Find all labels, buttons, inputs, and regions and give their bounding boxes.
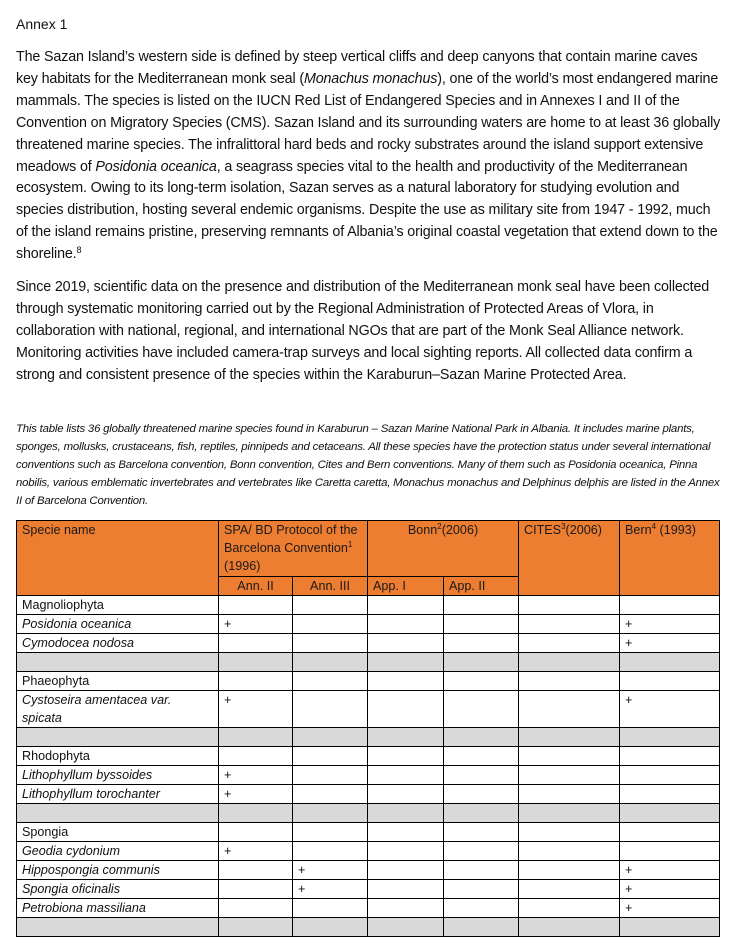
protection-mark-app1	[368, 861, 444, 880]
separator-cell	[519, 728, 620, 747]
protection-mark-ann3	[293, 615, 368, 634]
protection-mark-bern	[620, 596, 720, 615]
paragraph-monitoring: Since 2019, scientific data on the presence and distribution of the Mediterranean monk seal have been collected through systematic monitoring carried out by the Regional Administration of Protected Areas of Vlora, in collaboration with national, regional, and international NGOs that are part of the Monk Seal Alliance network. Monitoring activities have included camera-trap surveys and local sighting reports. All collected data confirm a strong and consistent presence of the species within the Karaburun–Sazan Marine Protected Area.	[16, 279, 710, 383]
header-bern: Bern$^4$ (1993)	[620, 521, 720, 596]
p1-text-b: ), one of the world’s most endangered marine mammals. The species is listed on the IUCN Red List of Endangered Species and in Annexes I and II of the Convention on Migratory Species (CMS). Sazan Island and its surrounding waters are home to at least 36 globally threatened marine species. The infralittoral hard beds and rocky substrates around the island support extensive meadows of	[16, 70, 721, 175]
protection-mark-ann3	[293, 842, 368, 861]
protection-mark-app1	[368, 766, 444, 785]
taxon-group-name: Magnoliophyta	[17, 596, 219, 615]
species-name: Lithophyllum torochanter	[17, 785, 219, 804]
protection-mark-app1	[368, 747, 444, 766]
protection-mark-ann3	[293, 634, 368, 653]
protection-mark-ann2	[219, 747, 293, 766]
protection-mark-cites	[519, 861, 620, 880]
separator-cell	[444, 653, 519, 672]
group-separator-row	[17, 728, 720, 747]
protection-mark-bern: +	[620, 880, 720, 899]
protection-mark-app2	[444, 766, 519, 785]
species-name: Spongia oficinalis	[17, 880, 219, 899]
protection-mark-ann3	[293, 747, 368, 766]
species-name-italic: Posidonia oceanica	[95, 158, 217, 175]
paragraph-sazan-description	[16, 47, 721, 266]
species-name: Cymodocea nodosa	[17, 634, 219, 653]
species-row	[17, 766, 720, 785]
species-name: Geodia cydonium	[17, 842, 219, 861]
protection-mark-app2	[444, 842, 519, 861]
protection-mark-app2	[444, 596, 519, 615]
header-spa-bd-protocol: SPA/ BD Protocol of the Barcelona Convention$^1$ (1996)	[219, 521, 368, 577]
taxon-group-row	[17, 672, 720, 691]
header-bonn: Bonn$^2$(2006)	[368, 521, 519, 577]
protection-mark-app2	[444, 899, 519, 918]
protection-mark-app2	[444, 861, 519, 880]
protection-mark-cites	[519, 634, 620, 653]
protection-mark-ann2: +	[219, 785, 293, 804]
group-separator-row	[17, 653, 720, 672]
separator-cell	[17, 918, 219, 937]
separator-cell	[368, 728, 444, 747]
p1-text-c: , a seagrass species vital to the health and productivity of the Mediterranean ecosystem. Owing to its long-term isolation, Sazan serves as a natural laboratory for studying evolution and species distribution, hosting several endemic organisms. Despite the use as military site from 1947 - 1992, much of the island remains pristine, preserving remnants of Albania’s original coastal vegetation that extend down to the shoreline.	[16, 158, 718, 263]
species-row	[17, 880, 720, 899]
separator-cell	[368, 804, 444, 823]
separator-cell	[519, 918, 620, 937]
protection-mark-ann3	[293, 823, 368, 842]
separator-cell	[519, 804, 620, 823]
species-name: Hippospongia communis	[17, 861, 219, 880]
protection-mark-ann3	[293, 785, 368, 804]
separator-cell	[620, 653, 720, 672]
protection-mark-app1	[368, 842, 444, 861]
protection-mark-ann2: +	[219, 766, 293, 785]
taxon-group-row	[17, 596, 720, 615]
protection-mark-ann2	[219, 880, 293, 899]
separator-cell	[368, 918, 444, 937]
species-name: Cystoseira amentacea var. spicata	[17, 691, 219, 728]
protection-mark-ann3: +	[293, 861, 368, 880]
protection-mark-app2	[444, 634, 519, 653]
protection-mark-cites	[519, 899, 620, 918]
taxon-group-name: Spongia	[17, 823, 219, 842]
taxon-group-name: Rhodophyta	[17, 747, 219, 766]
protection-mark-app2	[444, 747, 519, 766]
separator-cell	[444, 728, 519, 747]
protection-mark-app2	[444, 672, 519, 691]
species-row	[17, 615, 720, 634]
protection-mark-bern: +	[620, 899, 720, 918]
separator-cell	[17, 653, 219, 672]
header-app-ii: App. II	[444, 577, 519, 596]
species-row	[17, 899, 720, 918]
protection-mark-bern: +	[620, 615, 720, 634]
taxon-group-row	[17, 747, 720, 766]
protection-mark-bern	[620, 766, 720, 785]
separator-cell	[219, 804, 293, 823]
taxon-group-row	[17, 823, 720, 842]
table-caption: This table lists 36 globally threatened marine species found in Karaburun – Sazan Marine National Park in Albania. It includes marine plants, sponges, mollusks, crustaceans, fish, reptiles, pinnipeds and cetaceans. All these species have the protection status under several international conventions such as Barcelona convention, Bonn convention, Cites and Bern conventions. Many of them such as Posidonia oceanica, Pinna nobilis, various emblematic invertebrates and vertebrates like Caretta caretta, Monachus monachus and Delphinus delphis are listed in the Annex II of Barcelona Convention.	[16, 423, 720, 507]
separator-cell	[293, 804, 368, 823]
separator-cell	[444, 804, 519, 823]
protection-mark-app1	[368, 691, 444, 728]
separator-cell	[519, 653, 620, 672]
protection-mark-cites	[519, 785, 620, 804]
separator-cell	[620, 804, 720, 823]
p1-text-a: The Sazan Island’s western side is defined by steep vertical cliffs and deep canyons that contain marine caves key habitats for the Mediterranean monk seal (	[16, 49, 698, 87]
species-row	[17, 691, 720, 728]
protection-mark-app1	[368, 899, 444, 918]
separator-cell	[293, 728, 368, 747]
header-species-name: Specie name	[17, 521, 219, 596]
protection-mark-app1	[368, 880, 444, 899]
protection-mark-ann3	[293, 899, 368, 918]
header-ann-iii: Ann. III	[293, 577, 368, 596]
protection-mark-ann2: +	[219, 691, 293, 728]
protection-mark-bern: +	[620, 634, 720, 653]
separator-cell	[17, 804, 219, 823]
protection-mark-app2	[444, 785, 519, 804]
protection-mark-app1	[368, 823, 444, 842]
protection-mark-ann3	[293, 766, 368, 785]
protection-mark-bern	[620, 823, 720, 842]
species-name: Lithophyllum byssoides	[17, 766, 219, 785]
species-name-italic: Monachus monachus	[303, 70, 438, 87]
protection-mark-ann2: +	[219, 615, 293, 634]
protection-mark-cites	[519, 596, 620, 615]
separator-cell	[293, 918, 368, 937]
table-body	[17, 596, 720, 937]
separator-cell	[219, 728, 293, 747]
protection-mark-cites	[519, 766, 620, 785]
protection-mark-cites	[519, 747, 620, 766]
separator-cell	[219, 918, 293, 937]
protection-mark-ann2	[219, 672, 293, 691]
group-separator-row	[17, 804, 720, 823]
species-row	[17, 785, 720, 804]
protection-mark-cites	[519, 615, 620, 634]
group-separator-row	[17, 918, 720, 937]
header-cites: CITES$^3$(2006)	[519, 521, 620, 596]
protection-mark-cites	[519, 691, 620, 728]
species-row	[17, 634, 720, 653]
protection-mark-app1	[368, 615, 444, 634]
separator-cell	[293, 653, 368, 672]
protection-mark-ann2	[219, 899, 293, 918]
separator-cell	[219, 653, 293, 672]
protection-mark-ann2: +	[219, 842, 293, 861]
separator-cell	[17, 728, 219, 747]
separator-cell	[368, 653, 444, 672]
protection-mark-app2	[444, 880, 519, 899]
protection-mark-bern	[620, 785, 720, 804]
protection-mark-cites	[519, 823, 620, 842]
separator-cell	[444, 918, 519, 937]
protection-mark-app1	[368, 785, 444, 804]
protection-mark-app2	[444, 691, 519, 728]
protection-mark-ann3: +	[293, 880, 368, 899]
header-ann-ii: Ann. II	[219, 577, 293, 596]
species-name: Petrobiona massiliana	[17, 899, 219, 918]
protection-mark-cites	[519, 672, 620, 691]
protection-mark-ann2	[219, 634, 293, 653]
protection-mark-ann3	[293, 691, 368, 728]
protection-mark-app1	[368, 596, 444, 615]
protection-mark-bern	[620, 747, 720, 766]
species-name: Posidonia oceanica	[17, 615, 219, 634]
species-row	[17, 842, 720, 861]
separator-cell	[620, 728, 720, 747]
protection-mark-bern	[620, 842, 720, 861]
separator-cell	[620, 918, 720, 937]
annex-title: Annex 1	[16, 16, 68, 32]
protection-mark-app1	[368, 672, 444, 691]
taxon-group-name: Phaeophyta	[17, 672, 219, 691]
protection-mark-bern: +	[620, 861, 720, 880]
protection-mark-ann2	[219, 596, 293, 615]
protection-mark-bern: +	[620, 691, 720, 728]
protection-mark-ann3	[293, 596, 368, 615]
header-app-i: App. I	[368, 577, 444, 596]
protection-mark-ann2	[219, 861, 293, 880]
protection-mark-ann3	[293, 672, 368, 691]
protection-mark-bern	[620, 672, 720, 691]
species-row	[17, 861, 720, 880]
protection-mark-app1	[368, 634, 444, 653]
protection-mark-ann2	[219, 823, 293, 842]
protection-mark-cites	[519, 880, 620, 899]
footnote-ref: 8	[76, 245, 82, 256]
protection-mark-app2	[444, 823, 519, 842]
species-protection-table	[16, 520, 720, 937]
protection-mark-app2	[444, 615, 519, 634]
protection-mark-cites	[519, 842, 620, 861]
